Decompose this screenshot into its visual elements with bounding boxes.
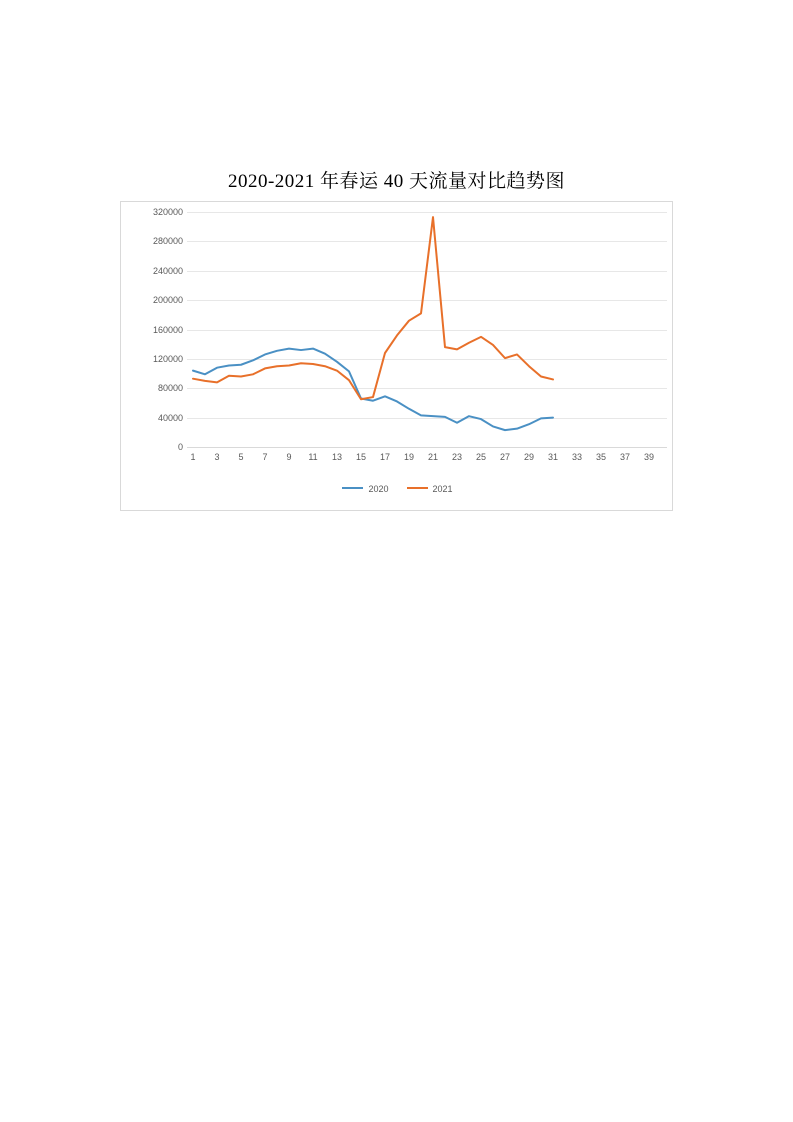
legend-item-2021[interactable] <box>407 483 453 494</box>
y-axis-tick-label: 40000 <box>157 412 183 423</box>
legend-label: 2021 <box>432 483 453 494</box>
x-axis-tick-label: 11 <box>308 452 318 462</box>
x-axis-tick-label: 15 <box>355 452 367 462</box>
x-axis-tick-label: 7 <box>262 452 268 462</box>
x-axis-tick-label: 19 <box>403 452 415 462</box>
x-axis-tick-label: 33 <box>571 452 583 462</box>
series-lines <box>187 212 667 447</box>
x-axis-tick-label: 35 <box>595 452 607 462</box>
x-axis-tick-label: 21 <box>427 452 439 462</box>
y-axis-tick-label: 0 <box>177 442 183 452</box>
legend-swatch-icon <box>407 487 428 489</box>
x-axis-tick-label: 25 <box>475 452 487 462</box>
x-axis-tick-label: 37 <box>619 452 631 462</box>
y-axis-tick-label: 320000 <box>152 207 183 217</box>
chart-plot-wrapper <box>121 202 674 512</box>
x-axis-tick-label: 23 <box>451 452 463 462</box>
series-line-2020 <box>193 349 553 431</box>
y-axis-tick-label: 120000 <box>152 353 183 364</box>
x-axis-tick-label: 13 <box>331 452 343 462</box>
y-axis-tick-label: 80000 <box>157 383 183 394</box>
x-axis-labels <box>187 452 667 468</box>
x-axis-tick-label: 39 <box>643 452 655 462</box>
y-axis-tick-label: 160000 <box>152 324 183 335</box>
legend-item-2020[interactable] <box>342 483 388 494</box>
x-axis-tick-label: 17 <box>379 452 391 462</box>
legend-swatch-icon <box>342 487 363 489</box>
y-axis-labels <box>127 207 183 452</box>
x-axis-tick-label: 29 <box>523 452 535 462</box>
series-line-2021 <box>193 217 553 399</box>
chart-container <box>120 201 673 511</box>
gridline <box>187 447 667 448</box>
y-axis-tick-label: 200000 <box>152 295 183 306</box>
y-axis-tick-label: 280000 <box>152 236 183 247</box>
page-title: 2020-2021 年春运 40 天流量对比趋势图 <box>227 171 566 192</box>
x-axis-tick-label: 27 <box>499 452 511 462</box>
legend-label: 2020 <box>368 483 389 494</box>
y-axis-tick-label: 240000 <box>152 265 183 276</box>
chart-legend <box>121 483 674 494</box>
x-axis-tick-label: 9 <box>286 452 292 462</box>
x-axis-tick-label: 31 <box>547 452 559 462</box>
x-axis-tick-label: 1 <box>190 452 196 462</box>
plot-area <box>187 212 667 447</box>
x-axis-tick-label: 3 <box>214 452 220 462</box>
x-axis-tick-label: 5 <box>238 452 244 462</box>
